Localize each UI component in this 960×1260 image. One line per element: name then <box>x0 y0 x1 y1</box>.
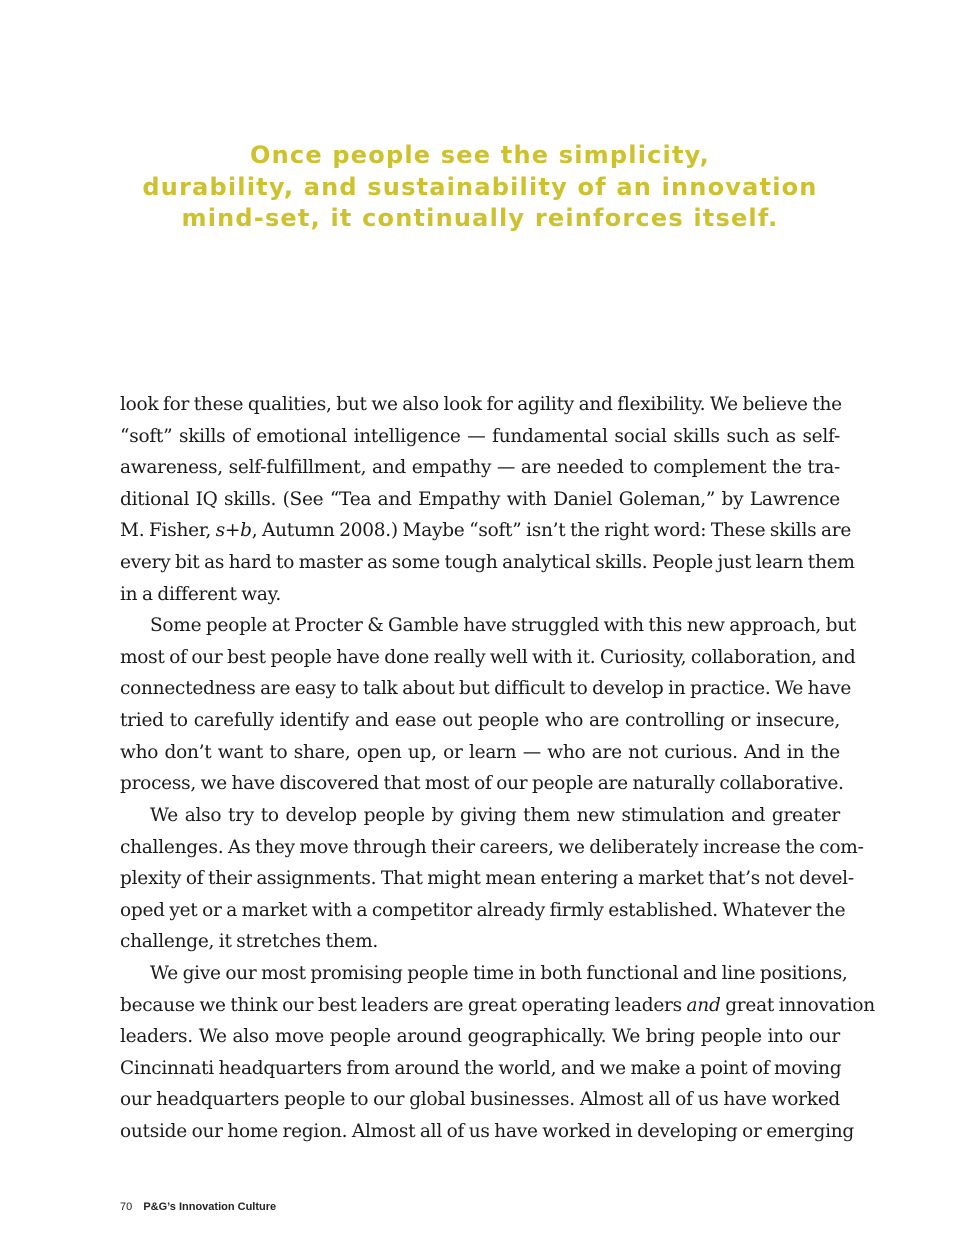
body-text <box>120 389 875 1148</box>
text-line: Cincinnati headquarters from around the world, and we make a point of moving <box>120 1057 842 1079</box>
text-line: most of our best people have done really well with it. Curiosity, collaboration, and <box>120 646 856 668</box>
text-line: who don’t want to share, open up, or learn — who are not curious. And in the <box>120 741 840 763</box>
text-segment: M. Fisher, <box>120 520 216 542</box>
text-line: process, we have discovered that most of our people are naturally collaborative. <box>120 773 844 795</box>
text-line <box>120 990 875 1022</box>
text-line: every bit as hard to master as some tough analytical skills. People just learn them <box>120 552 855 574</box>
text-line: awareness, self-fulfillment, and empathy — are needed to complement the tra- <box>120 457 840 479</box>
text-line: tried to carefully identify and ease out people who are controlling or insecure, <box>120 710 840 732</box>
page-number: 70 <box>120 1201 133 1213</box>
running-title: P&G’s Innovation Culture <box>143 1201 277 1213</box>
pull-quote-line: mind-set, it continually reinforces itself. <box>181 204 779 232</box>
text-line: We also try to develop people by giving them new stimulation and greater <box>150 804 840 826</box>
text-segment: great innovation <box>720 994 875 1016</box>
text-line: connectedness are easy to talk about but difficult to develop in practice. We have <box>120 678 852 700</box>
pull-quote <box>120 140 840 235</box>
text-line: outside our home region. Almost all of us have worked in developing or emerging <box>120 1121 854 1143</box>
text-line: “soft” skills of emotional intelligence — fundamental social skills such as self- <box>120 425 840 447</box>
text-line <box>120 515 852 547</box>
publication-name: s+b <box>215 520 252 542</box>
text-line: in a different way. <box>120 583 282 605</box>
text-line: challenges. As they move through their careers, we deliberately increase the com- <box>120 836 864 858</box>
page-footer <box>120 1201 276 1213</box>
text-line: Some people at Procter & Gamble have struggled with this new approach, but <box>150 615 857 637</box>
text-line: plexity of their assignments. That might mean entering a market that’s not devel- <box>120 868 854 890</box>
text-line: ditional IQ skills. (See “Tea and Empathy with Daniel Goleman,” by Lawrence <box>120 488 840 510</box>
text-line: challenge, it stretches them. <box>120 931 379 953</box>
text-segment: , Autumn 2008.) Maybe “soft” isn’t the right word: These skills are <box>251 520 852 542</box>
text-line: look for these qualities, but we also look for agility and flexibility. We believe the <box>120 394 842 415</box>
emphasis: and <box>686 994 721 1016</box>
pull-quote-line: durability, and sustainability of an innovation <box>142 172 818 201</box>
text-line: our headquarters people to our global businesses. Almost all of us have worked <box>120 1089 840 1111</box>
text-line: We give our most promising people time in both functional and line positions, <box>150 962 848 984</box>
text-line: leaders. We also move people around geographically. We bring people into our <box>120 1026 840 1048</box>
pull-quote-line: Once people see the simplicity, <box>250 141 710 169</box>
text-line: oped yet or a market with a competitor already firmly established. Whatever the <box>120 899 846 921</box>
text-segment: because we think our best leaders are great operating leaders <box>120 994 687 1016</box>
